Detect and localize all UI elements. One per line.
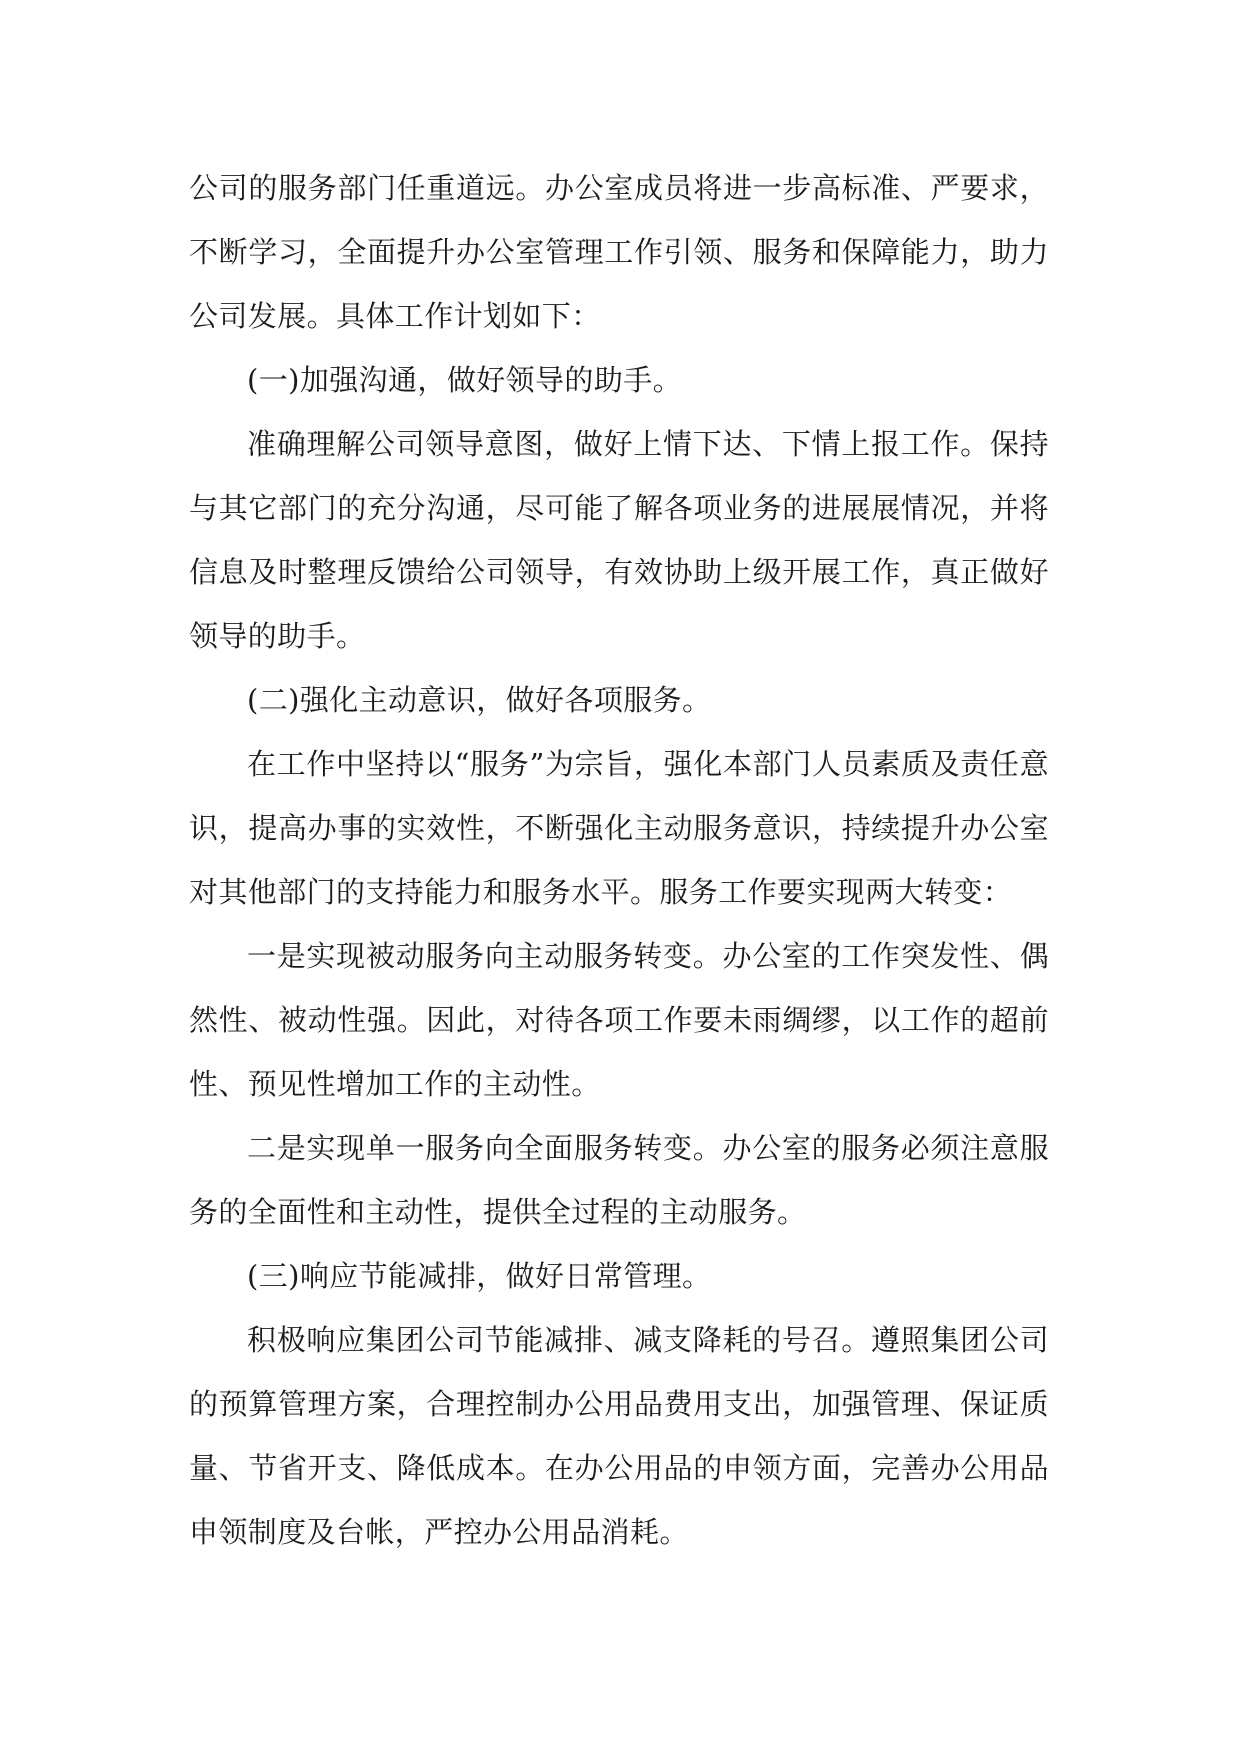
section-heading-1: (一)加强沟通，做好领导的助手。 xyxy=(247,363,683,397)
paragraph-service: 在工作中坚持以“服务”为宗旨，强化本部门人员素质及责任意识，提高办事的实效性，不断强化主动服务意识，持续提升办公室对其他部门的支持能力和服务水平。服务工作要实现两大转变： xyxy=(189,747,1049,909)
paragraph-energy-saving: 积极响应集团公司节能减排、减支降耗的号召。遵照集团公司的预算管理方案，合理控制办公用品费用支出，加强管理、保证质量、节省开支、降低成本。在办公用品的申领方面，完善办公用品申领制度及台帐，严控办公用品消耗。 xyxy=(189,1323,1049,1549)
section-heading-3: (三)响应节能减排，做好日常管理。 xyxy=(247,1259,712,1293)
paragraph-transformation-2: 二是实现单一服务向全面服务转变。办公室的服务必须注意服务的全面性和主动性，提供全过程的主动服务。 xyxy=(189,1131,1049,1229)
paragraph-intro: 公司的服务部门任重道远。办公室成员将进一步高标准、严要求，不断学习，全面提升办公室管理工作引领、服务和保障能力，助力公司发展。具体工作计划如下： xyxy=(189,171,1049,333)
paragraph-transformation-1: 一是实现被动服务向主动服务转变。办公室的工作突发性、偶然性、被动性强。因此，对待各项工作要未雨绸缪，以工作的超前性、预见性增加工作的主动性。 xyxy=(189,939,1049,1101)
section-heading-2: (二)强化主动意识，做好各项服务。 xyxy=(247,683,712,717)
document-body xyxy=(189,156,1049,1564)
paragraph-communication: 准确理解公司领导意图，做好上情下达、下情上报工作。保持与其它部门的充分沟通，尽可能了解各项业务的进展展情况，并将信息及时整理反馈给公司领导，有效协助上级开展工作，真正做好领导的助手。 xyxy=(189,427,1049,653)
